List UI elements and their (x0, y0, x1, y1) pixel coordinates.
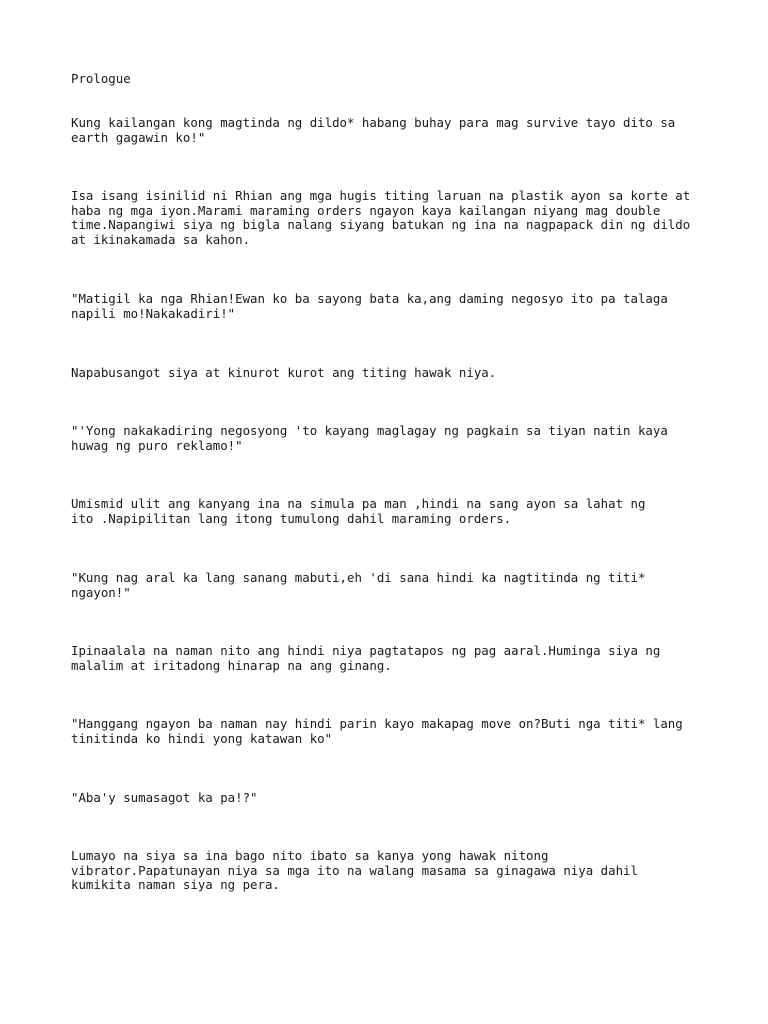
paragraph: Ipinaalala na naman nito ang hindi niya pagtatapos ng pag aaral.Huminga siya ng malalim at iritadong hinarap na ang ginang. (71, 643, 661, 673)
chapter-heading: Prologue (71, 71, 131, 86)
paragraph: Napabusangot siya at kinurot kurot ang titing hawak niya. (71, 365, 497, 380)
paragraph: "'Yong nakakadiring negosyong 'to kayang maglagay ng pagkain sa tiyan natin kaya huwag ng puro reklamo!" (71, 423, 668, 453)
paragraph: Isa isang isinilid ni Rhian ang mga hugis titing laruan na plastik ayon sa korte at haba ng mga iyon.Marami maraming orders ngayon kaya kailangan niyang mag double time.Napangiwi siya ng bigla nalang siyang batukan ng ina na nagpapack din ng dildo at ikinakamada sa kahon. (71, 188, 691, 247)
paragraph: "Matigil ka nga Rhian!Ewan ko ba sayong bata ka,ang daming negosyo ito pa talaga napili mo!Nakakadiri!" (71, 291, 668, 321)
paragraph: Kung kailangan kong magtinda ng dildo* habang buhay para mag survive tayo dito sa earth gagawin ko!" (71, 115, 676, 145)
paragraph: Lumayo na siya sa ina bago nito ibato sa kanya yong hawak nitong vibrator.Papatunayan niya sa mga ito na walang masama sa ginagawa niya dahil kumikita naman siya ng pera. (71, 848, 638, 893)
paragraph: Umismid ulit ang kanyang ina na simula pa man ,hindi na sang ayon sa lahat ng ito .Napipilitan lang itong tumulong dahil maraming orders. (71, 496, 646, 526)
paragraph: "Hanggang ngayon ba naman nay hindi parin kayo makapag move on?Buti nga titi* lang tinitinda ko hindi yong katawan ko" (71, 716, 683, 746)
paragraph: "Kung nag aral ka lang sanang mabuti,eh 'di sana hindi ka nagtitinda ng titi* ngayon!" (71, 570, 646, 600)
paragraph: "Aba'y sumasagot ka pa!?" (71, 790, 258, 805)
